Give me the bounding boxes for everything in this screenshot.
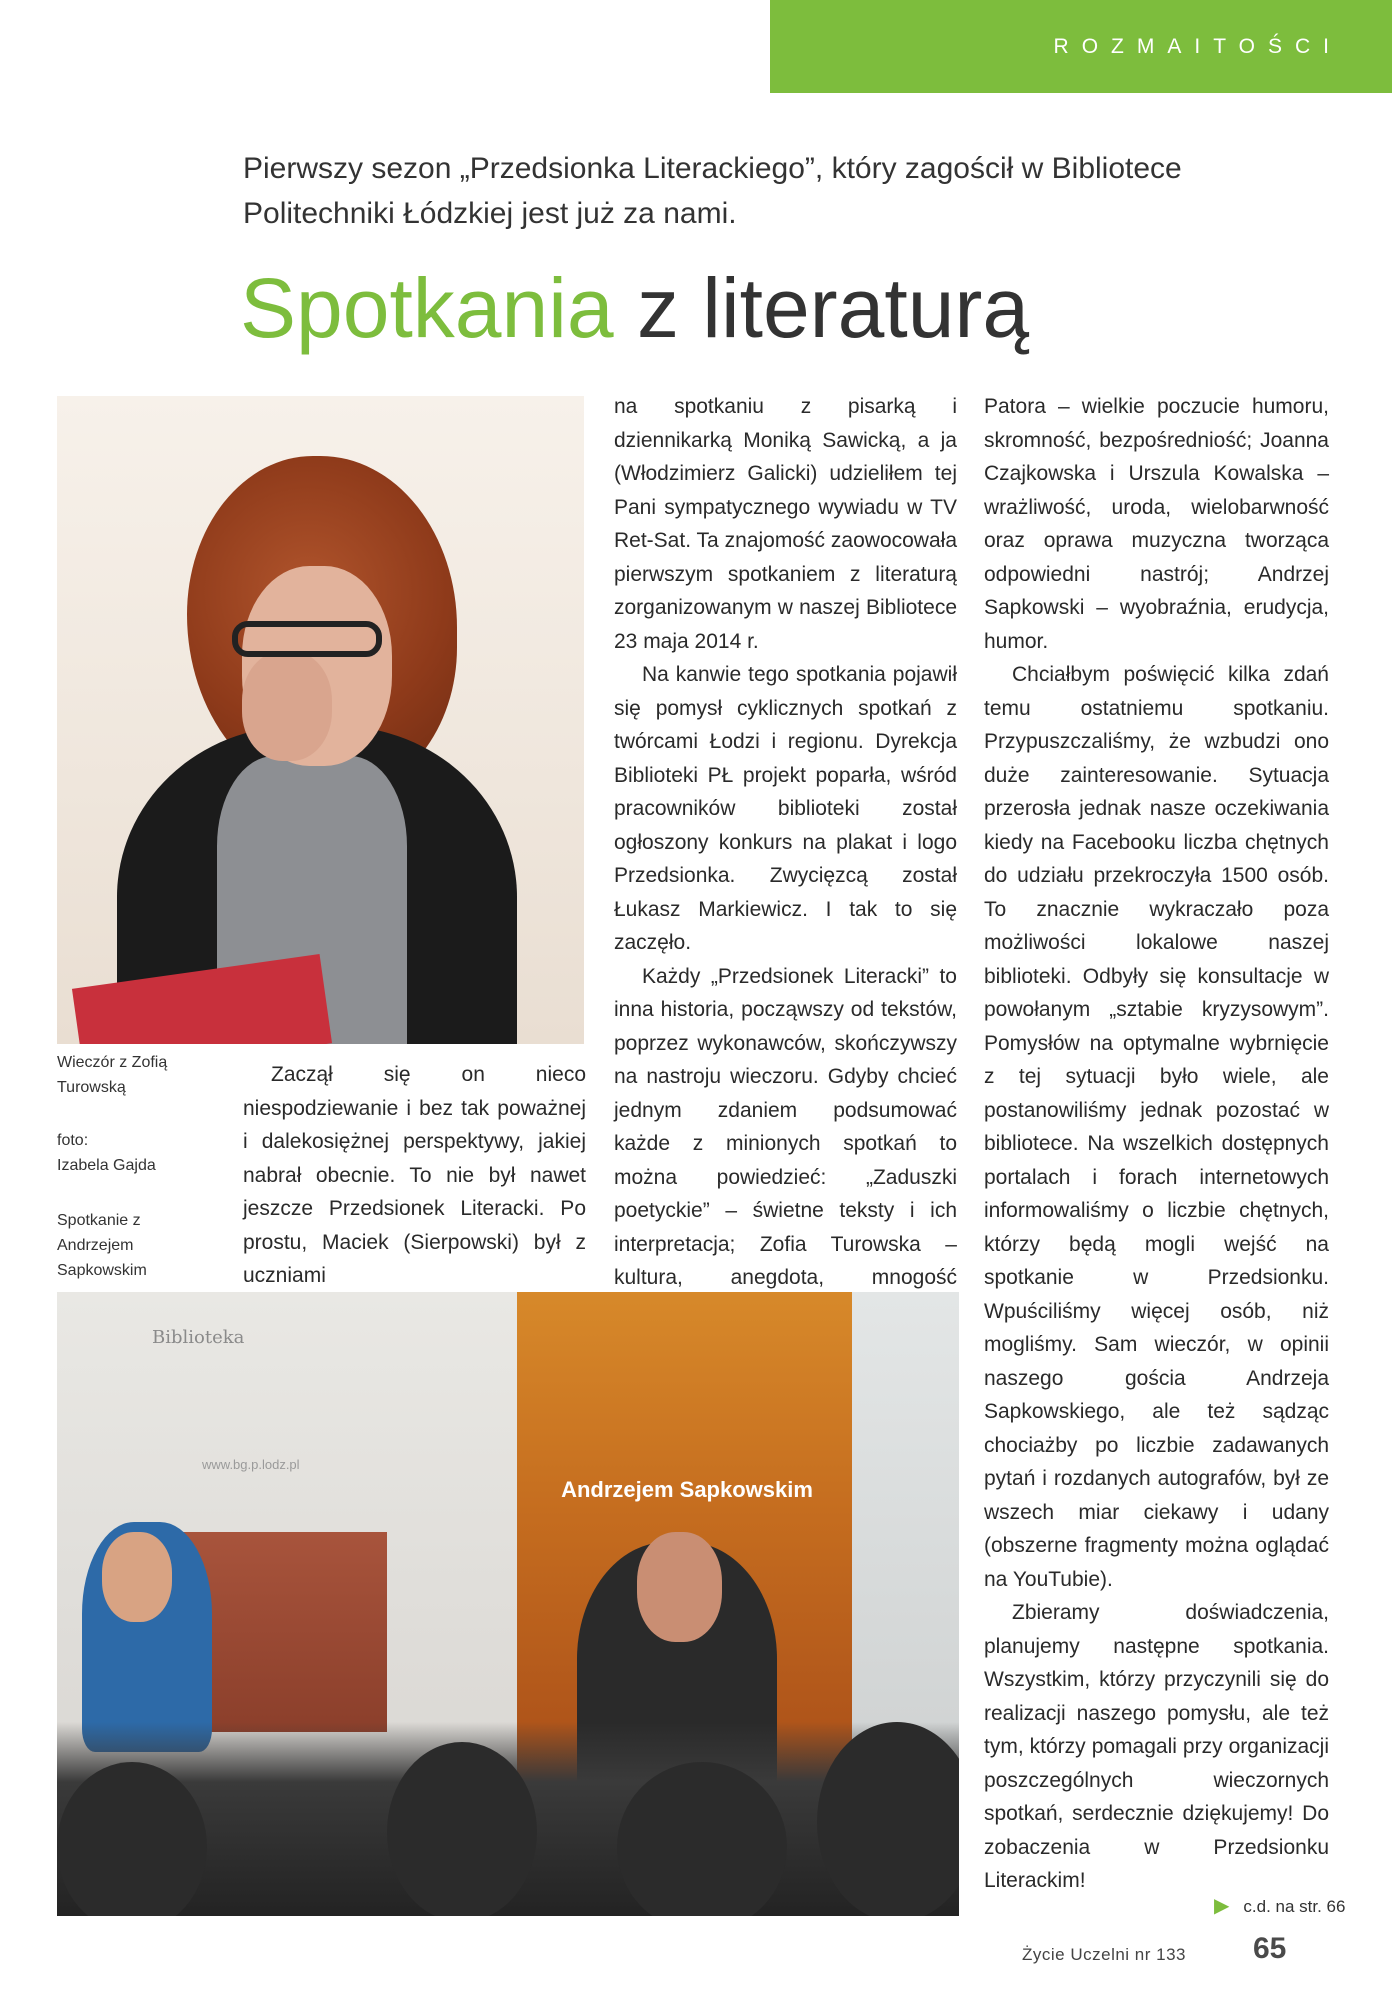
photo-zofia-turowska <box>57 396 584 1044</box>
photo-poster-title: Andrzejem Sapkowskim <box>561 1477 813 1502</box>
triangle-right-icon: ▶ <box>1214 1895 1230 1917</box>
caption-bottom-photo: Spotkanie z Andrzejem Sapkowskim <box>57 1212 147 1279</box>
column-3-paragraph-1: Patora – wielkie poczucie humoru, skromność, bezpośredniość; Joanna Czajkowska i Urszula Kowalska – wrażliwość, uroda, wielobarwność oraz oprawa muzyczna tworząca odpowiedni nastrój; Andrzej Sapkowski – wyobraźnia, erudycja, humor. <box>984 395 1329 653</box>
continued-text: c.d. na str. 66 <box>1243 1897 1346 1916</box>
photo-hand <box>242 651 332 761</box>
photo-glasses <box>232 621 382 657</box>
footer-publication: Życie Uczelni nr 133 <box>1022 1945 1187 1964</box>
photo-host-face <box>102 1532 172 1622</box>
photo-guest-face <box>637 1532 722 1642</box>
column-2-paragraph-2: Na kanwie tego spotkania pojawił się pomysł cyklicznych spotkań z twórcami Łodzi i regionu. Dyrekcja Biblioteki PŁ projekt poparła, wśród pracowników biblioteki został ogłoszony konkurs na plakat i logo Przedsionka. Zwycięzcą został Łukasz Markiewicz. I tak to się zaczęło. <box>614 663 957 954</box>
column-2-paragraph-3: Każdy „Przedsionek Literacki” to inna historia, począwszy od tekstów, poprzez wykonawców, skończywszy na nastroju wieczoru. Gdyby chcieć jednym zdaniem podsumować każde z minionych spotkań to można powiedzieć: „Zaduszki poetyckie” – świetne teksty i ich interpretacja; Zofia Turowska – kultura, anegdota, mnogość <box>614 964 957 1289</box>
headline-green: Spotkania <box>240 261 614 355</box>
column-2 <box>614 390 957 1328</box>
column-1 <box>243 1058 586 1293</box>
photo-credit-label: foto: <box>57 1132 89 1149</box>
article-headline <box>240 258 1240 358</box>
page-number: 65 <box>1253 1932 1287 1965</box>
column-3 <box>984 390 1329 1898</box>
audience-head <box>387 1742 537 1916</box>
column-3-paragraph-2: Chciałbym poświęcić kilka zdań temu ostatniemu spotkaniu. Przypuszczaliśmy, że wzbudzi ono duże zainteresowanie. Sytuacja przerosła jednak nasze oczekiwania kiedy na Facebooku liczba chętnych do udziału przekroczyła 1500 osób. To znacznie wykraczało poza możliwości lokalowe naszej biblioteki. Odbyły się konsultacje w powołanym „sztabie kryzysowym”. Pomysłów na optymalne wybrnięcie z tej sytuacji było wiele, ale postanowiliśmy jednak pozostać w bibliotece. Na wszelkich dostępnych portalach i forach internetowych informowaliśmy o liczbie chętnych, którzy będą mogli wejść na spotkanie w Przedsionku. Wpuściliśmy więcej osób, niż mogliśmy. Sam wieczór, w opinii naszego gościa Andrzeja Sapkowskiego, ale też sądząc chociażby po liczbie zadawanych pytań i rozdanych autografów, był ze wszech miar ciekawy i udany (obszerne fragmenty można oglądać na YouTubie). <box>984 663 1329 1591</box>
column-3-paragraph-3: Zbieramy doświadczenia, planujemy następne spotkania. Wszystkim, którzy przyczynili się do realizacji naszego pomysłu, ale też tym, którzy pomagali przy organizacji poszczególnych wieczornych spotkań, serdecznie dziękujemy! Do zobaczenia w Przedsionku Literackim! <box>984 1601 1329 1892</box>
caption-top-photo: Wieczór z Zofią Turowską <box>57 1054 168 1096</box>
article-lead: Pierwszy sezon „Przedsionka Literackiego”, który zagościł w Bibliotece Politechniki Łódzkiej jest już za nami. <box>243 152 1182 230</box>
photo-library-sign: Biblioteka <box>152 1327 245 1348</box>
photo-url-sign: www.bg.p.lodz.pl <box>202 1457 300 1472</box>
photo-sapkowski-meeting <box>57 1292 959 1916</box>
section-tab: ROZMAITOŚCI <box>770 0 1392 93</box>
column-2-paragraph-1: na spotkaniu z pisarką i dziennikarką Moniką Sawicką, a ja (Włodzimierz Galicki) udzieliłem tej Pani sympatycznego wywiadu w TV Ret-Sat. Ta znajomość zaowocowała pierwszym spotkaniem z literaturą zorganizowanym w naszej Bibliotece 23 maja 2014 r. <box>614 395 957 653</box>
headline-dark: z literaturą <box>636 261 1030 355</box>
continued-note <box>1214 1893 1345 1918</box>
photo-credit-name: Izabela Gajda <box>57 1157 156 1174</box>
photo-credit <box>57 1128 227 1178</box>
column-1-paragraph: Zaczął się on nieco niespodziewanie i bez tak poważnej i dalekosiężnej perspektywy, jakiej nabrał obecnie. To nie był nawet jeszcze Przedsionek Literacki. Po prostu, Maciek (Sierpowski) był z uczniami <box>243 1063 586 1287</box>
